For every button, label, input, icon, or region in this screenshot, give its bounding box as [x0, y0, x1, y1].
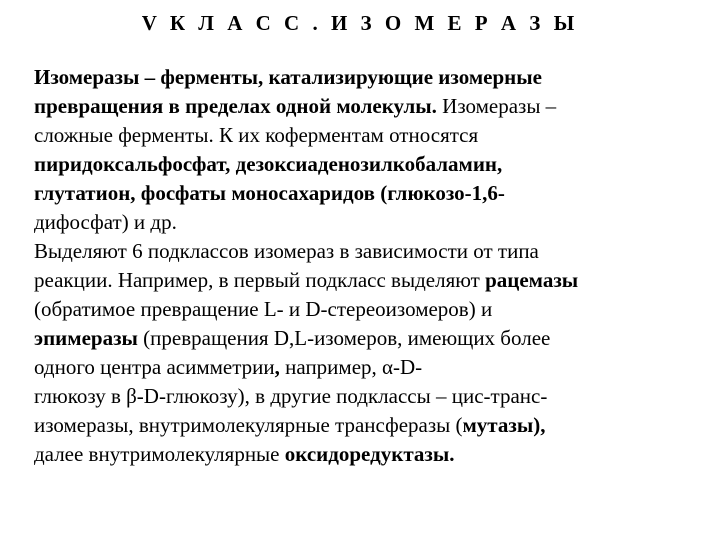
bold-text-segment: оксидоредуктазы.	[284, 442, 455, 466]
bold-text-segment: превращения в пределах одной молекулы.	[34, 94, 437, 118]
text-line	[34, 295, 694, 324]
bold-text-segment: Изомеразы – ферменты, катализирующие изомерные	[34, 65, 542, 89]
text-segment: глюкозу в β-D-глюкозу), в другие подклассы – цис-транс-	[34, 384, 548, 408]
bold-text-segment: эпимеразы	[34, 326, 138, 350]
text-line	[34, 92, 694, 121]
slide-title: V К Л А С С . И З О М Е Р А З Ы	[141, 11, 579, 35]
text-line	[34, 63, 694, 92]
text-segment: одного центра асимметрии	[34, 355, 275, 379]
text-segment: дифосфат) и др.	[34, 210, 177, 234]
text-segment: реакции. Например, в первый подкласс выделяют	[34, 268, 486, 292]
bold-text-segment: пиридоксальфосфат, дезоксиаденозилкобаламин,	[34, 152, 503, 176]
text-segment: изомеразы, внутримолекулярные трансферазы (	[34, 413, 463, 437]
bold-text-segment: ,	[274, 355, 280, 379]
text-line	[34, 324, 694, 353]
text-line	[34, 440, 694, 469]
text-line	[34, 150, 694, 179]
text-line	[34, 121, 694, 150]
text-segment: сложные ферменты. К их коферментам относятся	[34, 123, 479, 147]
text-segment: далее внутримолекулярные	[34, 442, 285, 466]
slide-body-text	[34, 63, 694, 469]
bold-text-segment: мутазы),	[462, 413, 546, 437]
text-line	[34, 179, 694, 208]
text-line	[34, 237, 694, 266]
text-segment: например, α-D-	[279, 355, 423, 379]
text-line	[34, 266, 694, 295]
bold-text-segment: рацемазы	[485, 268, 579, 292]
text-line	[34, 353, 694, 382]
text-segment: Изомеразы –	[436, 94, 557, 118]
text-line	[34, 382, 694, 411]
text-line	[34, 411, 694, 440]
text-line	[34, 208, 694, 237]
text-segment: Выделяют 6 подклассов изомераз в зависимости от типа	[34, 239, 539, 263]
text-segment: (превращения D,L-изомеров, имеющих более	[137, 326, 551, 350]
bold-text-segment: глутатион, фосфаты моносахаридов (глюкозо-1,6-	[34, 181, 505, 205]
text-segment: (обратимое превращение L- и D-стереоизомеров) и	[34, 297, 493, 321]
